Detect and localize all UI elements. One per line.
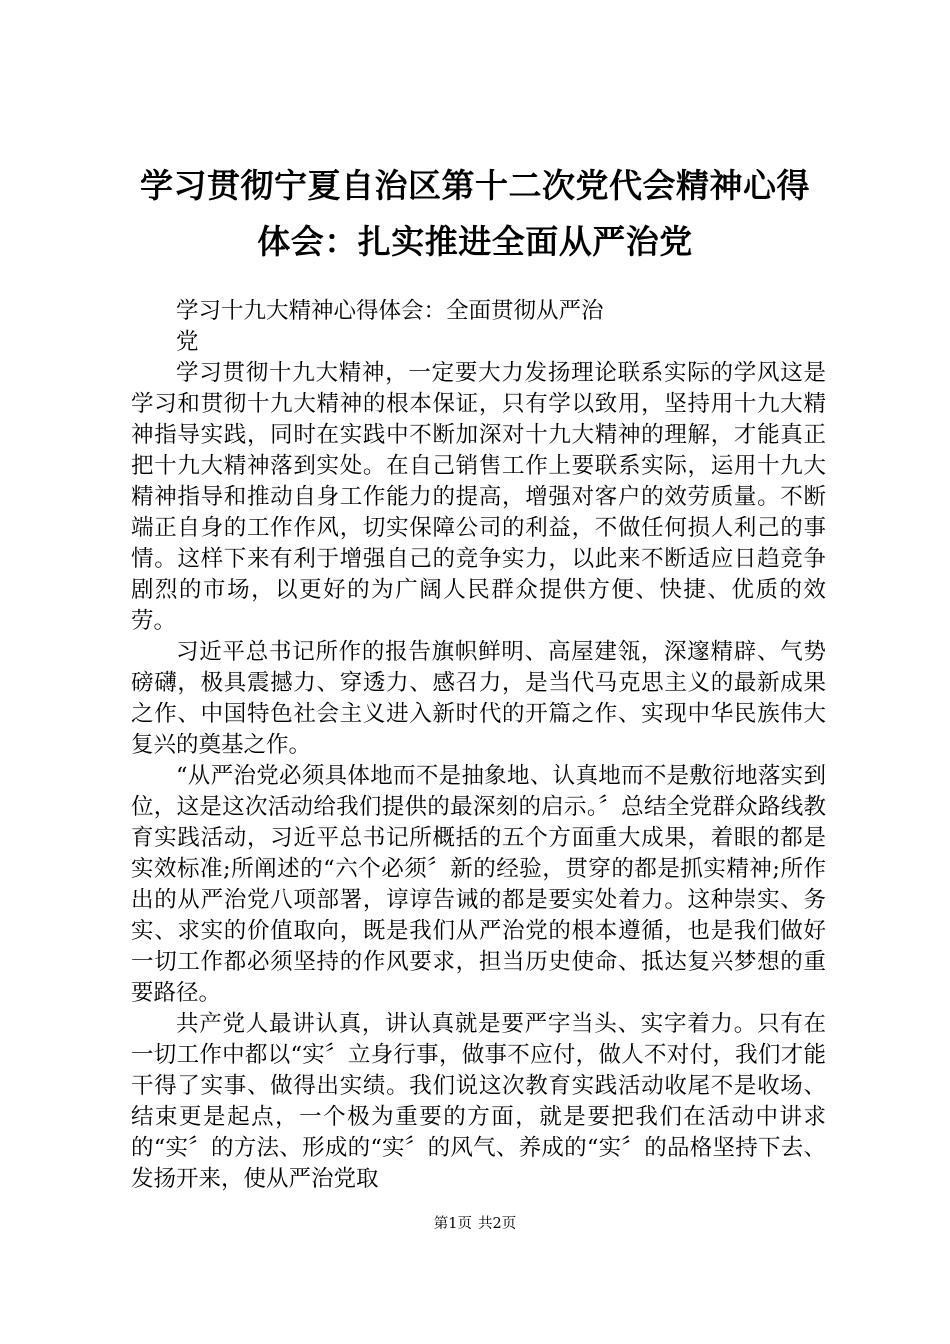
paragraph-2: 习近平总书记所作的报告旗帜鲜明、高屋建瓴，深邃精辟、气势磅礴，极具震撼力、穿透力、感召力，是当代马克思主义的最新成果之作、中国特色社会主义进入新时代的开篇之作、实现中华民族伟大复兴的奠基之作。: [131, 639, 826, 758]
paragraph-3: “从严治党必须具体地而不是抽象地、认真地而不是敷衍地落实到位，这是这次活动给我们提供的最深刻的启示。〞总结全党群众路线教育实践活动，习近平总书记所概括的五个方面重大成果，着眼的都是实效标准;所阐述的“六个必须〞新的经验，贯穿的都是抓实精神;所作出的从严治党八项部署，谆谆告诫的都是要实处着力。这种崇实、务实、求实的价值取向，既是我们从严治党的根本遵循，也是我们做好一切工作都必须坚持的作风要求，担当历史使命、抵达复兴梦想的重要路径。: [131, 763, 826, 1006]
title-line-2: 体会：扎实推进全面从严治党: [257, 222, 693, 261]
document-title: [120, 158, 830, 270]
page-number: 第1页: [433, 1216, 472, 1232]
subtitle: 学习十九大精神心得体会：全面贯彻从严治党: [176, 298, 604, 355]
title-line-1: 学习贯彻宁夏自治区第十二次党代会精神心得: [140, 166, 810, 205]
paragraph-4: 共产党人最讲认真，讲认真就是要严字当头、实字着力。只有在一切工作中都以“实〞立身行事，做事不应付，做人不对付，我们才能干得了实事、做得出实绩。我们说这次教育实践活动收尾不是收场、结束更是起点，一个极为重要的方面，就是要把我们在活动中讲求的“实〞的方法、形成的“实〞的风气、养成的“实〞的品格坚持下去、发扬开来，使从严治党取: [131, 1011, 826, 1192]
page-total: 共2页: [478, 1216, 517, 1232]
paragraph-1: 学习贯彻十九大精神，一定要大力发扬理论联系实际的学风这是学习和贯彻十九大精神的根本保证，只有学以致用，坚持用十九大精神指导实践，同时在实践中不断加深对十九大精神的理解，才能真正把十九大精神落到实处。在自己销售工作上要联系实际，运用十九大精神指导和推动自身工作能力的提高，增强对客户的效劳质量。不断端正自身的工作作风，切实保障公司的利益，不做任何损人利己的事情。这样下来有利于增强自己的竞争实力，以此来不断适应日趋竞争剧烈的市场，以更好的为广阔人民群众提供方便、快捷、优质的效劳。: [131, 360, 826, 634]
page-footer: [0, 1214, 950, 1234]
document-body: [131, 296, 826, 1195]
